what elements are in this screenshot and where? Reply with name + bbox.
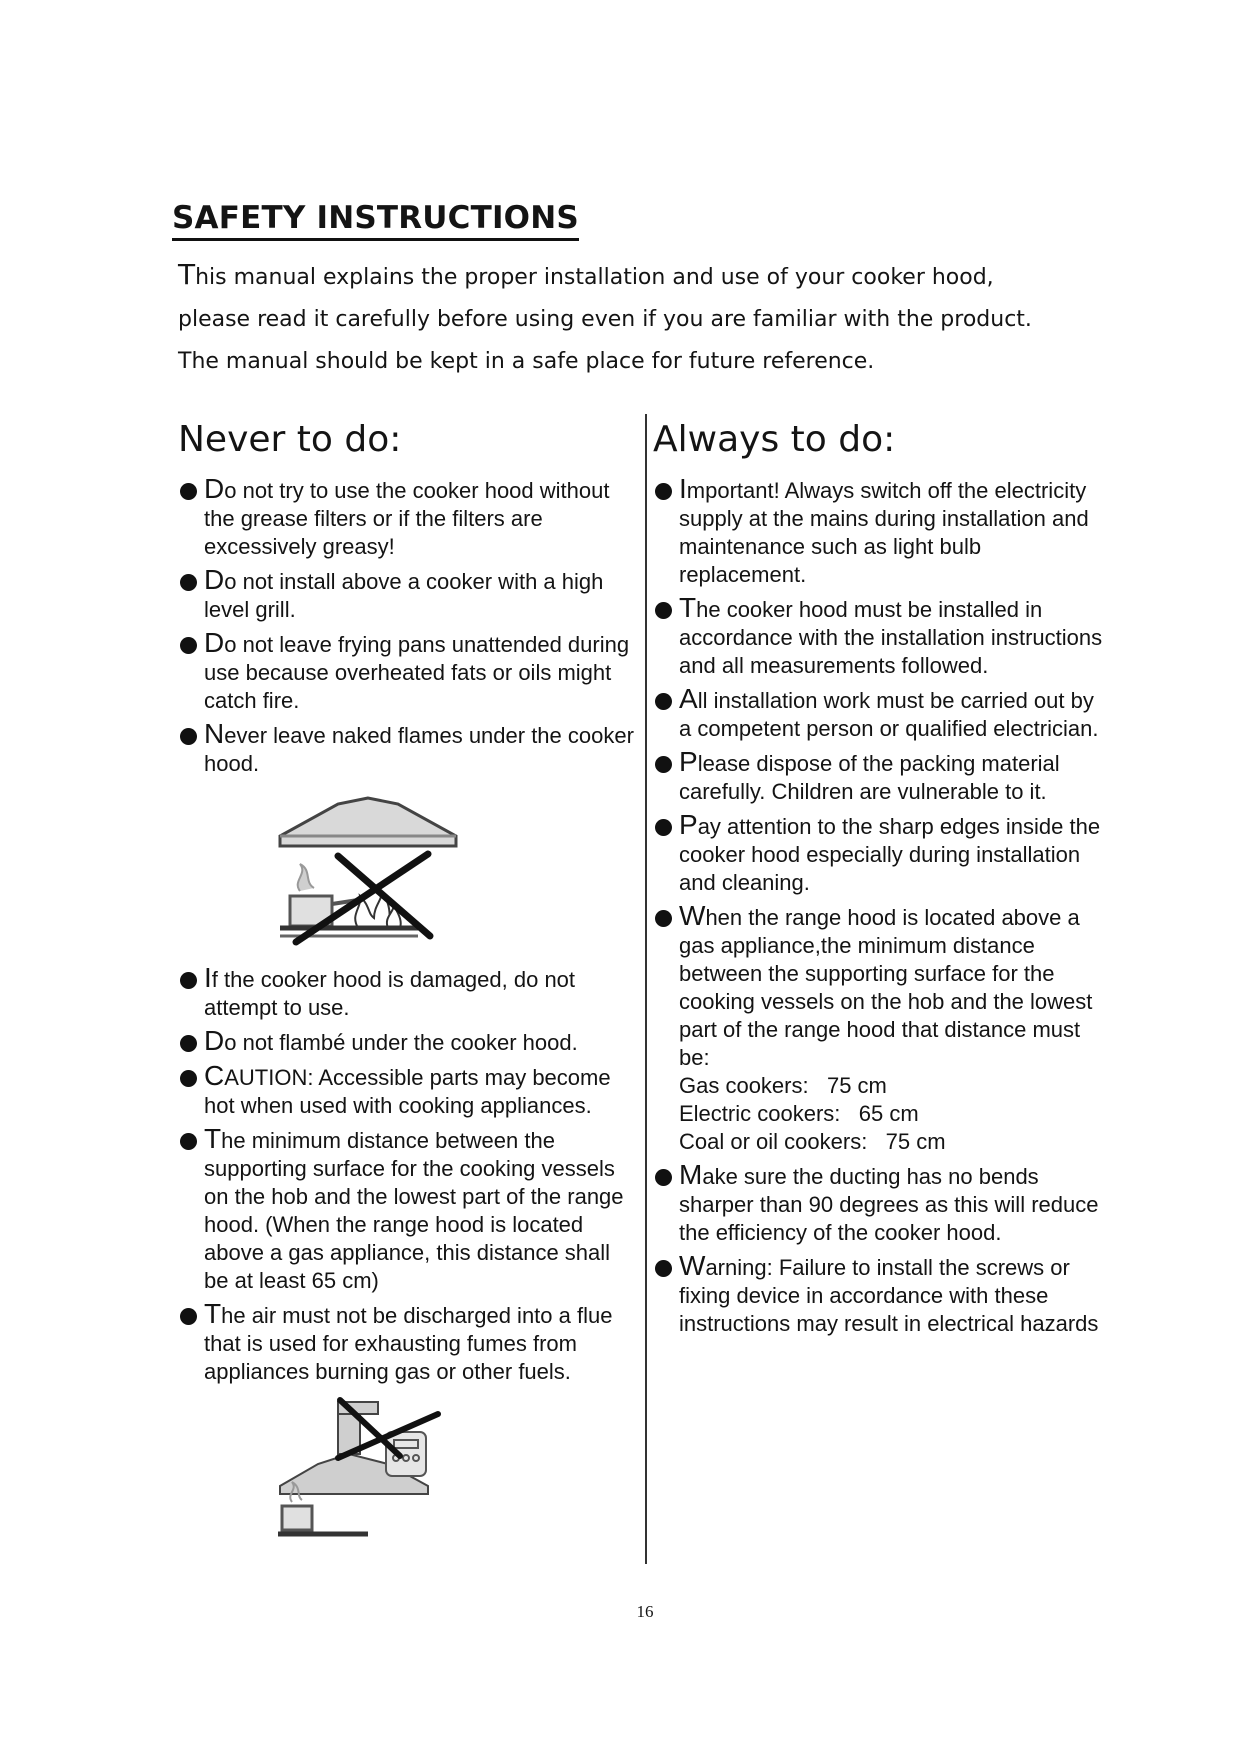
intro-line-1-text: his manual explains the proper installation and use of your cooker hood, (195, 265, 994, 290)
item-initial: I (204, 962, 212, 993)
always-column (653, 415, 1103, 1343)
distance-value: 65 cm (858, 1101, 919, 1126)
item-text: ll installation work must be carried out by a competent person or qualified electrician. (679, 688, 1099, 741)
always-item (653, 1161, 1103, 1247)
item-text: he minimum distance between the supporting surface for the cooking vessels on the hob and the lowest part of the range hood. (When the range hood is located above a gas appliance, this distance shall be at least 65 cm) (204, 1128, 624, 1293)
never-item (178, 1125, 638, 1295)
never-list-continued (178, 964, 638, 1386)
never-item (178, 964, 638, 1022)
item-initial: D (204, 473, 225, 504)
distance-label: Electric cookers: (679, 1101, 841, 1126)
intro-line-1 (178, 254, 1078, 299)
item-initial: C (204, 1060, 225, 1091)
boiler-icon (386, 1432, 426, 1476)
distance-row (653, 1100, 1103, 1128)
never-item (178, 720, 638, 778)
item-initial: D (204, 627, 225, 658)
page-number: 16 (636, 1602, 654, 1621)
item-text: o not flambé under the cooker hood. (224, 1030, 578, 1055)
distance-value: 75 cm (885, 1129, 946, 1154)
never-item (178, 1027, 638, 1057)
always-item (653, 1252, 1103, 1338)
item-initial: M (679, 1159, 703, 1190)
never-item (178, 475, 638, 561)
item-initial: P (679, 809, 698, 840)
always-item (653, 748, 1103, 806)
item-initial: D (204, 564, 225, 595)
item-initial: I (679, 473, 687, 504)
intro-paragraph (178, 254, 1078, 383)
item-initial: W (679, 1250, 706, 1281)
item-text: ake sure the ducting has no bends sharper than 90 degrees as this will reduce the efficiency of the cooker hood. (679, 1164, 1099, 1245)
hood-over-flames-illustration (278, 796, 458, 946)
always-item (653, 685, 1103, 743)
never-item (178, 629, 638, 715)
always-item (653, 475, 1103, 589)
intro-drop-cap: T (178, 258, 196, 291)
distance-label: Gas cookers: (679, 1073, 809, 1098)
item-initial: A (679, 683, 698, 714)
always-item (653, 902, 1103, 1072)
item-text: he cooker hood must be installed in accordance with the installation instructions and all measurements followed. (679, 597, 1103, 678)
item-text: hen the range hood is located above a gas appliance,the minimum distance between the supporting surface for the cooking vessels on the hob and the lowest part of the range hood that distance must be: (679, 905, 1093, 1070)
distance-row (653, 1128, 1103, 1156)
column-divider (645, 414, 647, 1564)
never-column (178, 415, 638, 1562)
item-text: he air must not be discharged into a flue that is used for exhausting fumes from appliances burning gas or other fuels. (204, 1303, 613, 1384)
distance-row (653, 1072, 1103, 1100)
always-item (653, 811, 1103, 897)
never-item (178, 1300, 638, 1386)
never-heading: Never to do: (178, 419, 402, 460)
item-text: mportant! Always switch off the electricity supply at the mains during installation and maintenance such as light bulb replacement. (679, 478, 1089, 587)
always-item (653, 594, 1103, 680)
item-text: o not leave frying pans unattended during use because overheated fats or oils might catch fire. (204, 632, 630, 713)
item-initial: T (204, 1298, 222, 1329)
intro-line-2: please read it carefully before using even if you are familiar with the product. (178, 307, 1032, 332)
pan-icon (290, 864, 358, 926)
item-initial: D (204, 1025, 225, 1056)
item-initial: T (679, 592, 697, 623)
item-initial: P (679, 746, 698, 777)
item-text: f the cooker hood is damaged, do not attempt to use. (204, 967, 576, 1020)
always-list (653, 475, 1103, 1338)
never-list (178, 475, 638, 778)
distance-label: Coal or oil cookers: (679, 1129, 868, 1154)
gas-appliance-flue-illustration (278, 1394, 448, 1544)
item-text: AUTION: Accessible parts may become hot when used with cooking appliances. (204, 1065, 611, 1118)
item-text: arning: Failure to install the screws or fixing device in accordance with these instructions may result in electrical hazards (679, 1255, 1099, 1336)
intro-line-3: The manual should be kept in a safe place for future reference. (178, 349, 875, 374)
item-text: o not install above a cooker with a high level grill. (204, 569, 604, 622)
item-initial: N (204, 718, 225, 749)
item-initial: T (204, 1123, 222, 1154)
never-item (178, 1062, 638, 1120)
distance-value: 75 cm (826, 1073, 887, 1098)
never-item (178, 566, 638, 624)
page-title: SAFETY INSTRUCTIONS (172, 200, 579, 241)
item-initial: W (679, 900, 706, 931)
item-text: o not try to use the cooker hood without the grease filters or if the filters are excessively greasy! (204, 478, 610, 559)
always-heading: Always to do: (653, 419, 896, 460)
item-text: ever leave naked flames under the cooker hood. (204, 723, 634, 776)
item-text: ay attention to the sharp edges inside the cooker hood especially during installation and cleaning. (679, 814, 1101, 895)
item-text: lease dispose of the packing material carefully. Children are vulnerable to it. (679, 751, 1060, 804)
